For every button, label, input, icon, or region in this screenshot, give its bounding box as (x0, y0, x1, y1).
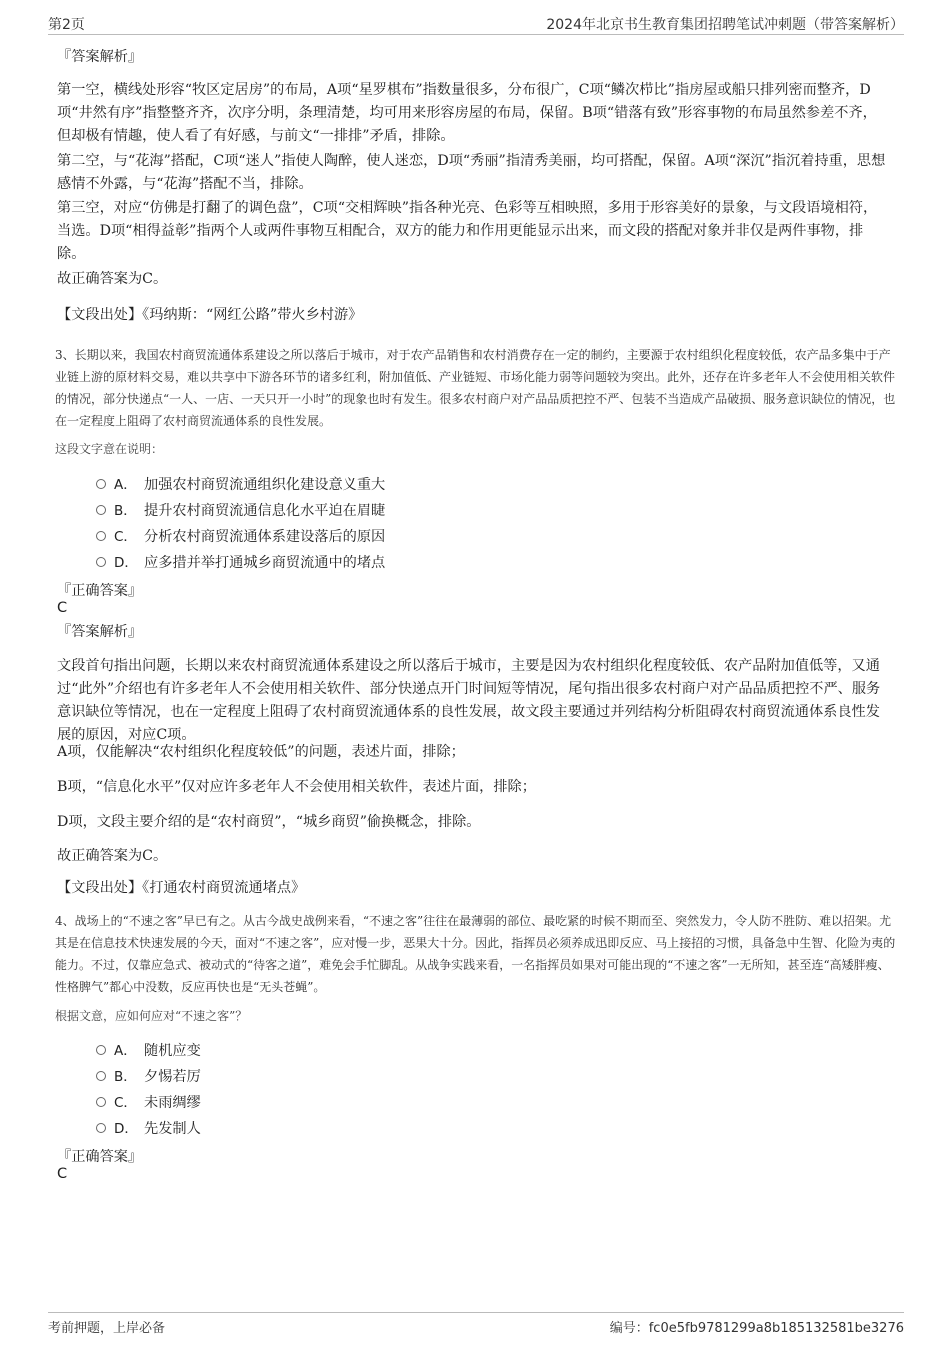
q2-analysis-p1: 第一空，横线处形容“牧区定居房”的布局，A项“星罗棋布”指数量很多，分布很广，C项“鳞次栉比”指房屋或船只排列密而整齐，D项“井然有序”指整整齐齐，次序分明，条理清楚，均可用来形容房屋的布局，保留。B项“错落有致”形容事物的布局虽然参差不齐，但却极有情趣，使人看了有好感，与前文“一排排”矛盾，排除。 (57, 82, 877, 144)
page-number: 第2页 (48, 17, 85, 33)
radio-icon[interactable] (96, 1123, 106, 1133)
q3-analysis-p2: A项，仅能解决“农村组织化程度较低”的问题，表述片面，排除； (57, 744, 465, 760)
q4-stem: 4、战场上的“不速之客”早已有之。从古今战史战例来看，“不速之客”往往在最薄弱的部位、最吃紧的时候不期而至、突然发力，令人防不胜防、难以招架。尤其是在信息技术快速发展的今天，面对“不速之客”，应对慢一步，恶果大十分。因此，指挥员必须养成迅即反应、马上接招的习惯，具备急中生智、化险为夷的能力。不过，仅靠应急式、被动式的“待客之道”，难免会手忙脚乱。从战争实践来看，一名指挥员如果对可能出现的“不速之客”一无所知，甚至连“高矮胖瘦、性格脾气”都心中没数，反应再快也是“无头苍蝇”。 (55, 914, 896, 994)
document-title: 2024年北京书生教育集团招聘笔试冲刺题（带答案解析） (546, 17, 904, 33)
q3-option-b[interactable]: B． 提升农村商贸流通信息化水平迫在眉睫 (96, 499, 385, 523)
q2-source: 【文段出处】《玛纳斯：“网红公路”带火乡村游》 (57, 307, 363, 323)
radio-icon[interactable] (96, 1045, 106, 1055)
q3-analysis-label: 『答案解析』 (57, 624, 143, 640)
page-footer (48, 1312, 904, 1335)
q2-analysis-label: 『答案解析』 (57, 49, 143, 65)
q3-analysis-p3: B项，“信息化水平”仅对应许多老年人不会使用相关软件，表述片面，排除； (57, 779, 536, 795)
q3-answer-label: 『正确答案』 (57, 583, 143, 599)
q4-answer-label: 『正确答案』 (57, 1149, 143, 1165)
radio-icon[interactable] (96, 1097, 106, 1107)
radio-icon[interactable] (96, 479, 106, 489)
footer-slogan: 考前押题，上岸必备 (48, 1321, 166, 1336)
q3-option-a[interactable]: A． 加强农村商贸流通组织化建设意义重大 (96, 473, 385, 497)
q3-analysis-p4: D项，文段主要介绍的是“农村商贸”，“城乡商贸”偷换概念，排除。 (57, 814, 481, 830)
q4-answer: C (57, 1166, 68, 1182)
q3-answer: C (57, 600, 68, 616)
q3-source: 【文段出处】《打通农村商贸流通堵点》 (57, 880, 306, 896)
q3-option-d[interactable]: D． 应多措并举打通城乡商贸流通中的堵点 (96, 551, 385, 575)
q3-question: 这段文字意在说明： (55, 442, 164, 456)
q2-analysis-p3: 第三空，对应“仿佛是打翻了的调色盘”，C项“交相辉映”指各种光亮、色彩等互相映照，多用于形容美好的景象，与文段语境相符，当选。D项“相得益彰”指两个人或两件事物互相配合，双方的能力和作用更能显示出来，而文段的搭配对象并非仅是两件事物，排除。 (57, 200, 878, 262)
document-code: 编号：fc0e5fb9781299a8b185132581be3276 (609, 1321, 904, 1336)
radio-icon[interactable] (96, 505, 106, 515)
q2-analysis-p2: 第二空，与“花海”搭配，C项“迷人”指使人陶醉，使人迷恋，D项“秀丽”指清秀美丽，均可搭配，保留。A项“深沉”指沉着持重，思想感情不外露，与“花海”搭配不当，排除。 (57, 153, 886, 192)
q3-analysis-p1: 文段首句指出问题，长期以来农村商贸流通体系建设之所以落后于城市，主要是因为农村组织化程度较低、农产品附加值低等，又通过“此外”介绍也有许多老年人不会使用相关软件、部分快递点开门时间短等情况，尾句指出很多农村商户对产品品质把控不严、服务意识缺位等情况，也在一定程度上阻碍了农村商贸流通体系的良性发展，故文段主要通过并列结构分析阻碍农村商贸流通体系良性发展的原因，对应C项。 (57, 658, 881, 743)
q4-option-d[interactable]: D． 先发制人 (96, 1117, 201, 1141)
radio-icon[interactable] (96, 557, 106, 567)
page-header (48, 12, 904, 35)
q3-option-c[interactable]: C． 分析农村商贸流通体系建设落后的原因 (96, 525, 385, 549)
q4-option-a[interactable]: A． 随机应变 (96, 1039, 201, 1063)
q4-option-c[interactable]: C． 未雨绸缪 (96, 1091, 201, 1115)
radio-icon[interactable] (96, 1071, 106, 1081)
q2-conclusion: 故正确答案为C。 (57, 271, 168, 287)
q3-conclusion: 故正确答案为C。 (57, 848, 168, 864)
q4-question: 根据文意，应如何应对“不速之客”？ (55, 1009, 248, 1023)
q3-stem: 3、长期以来，我国农村商贸流通体系建设之所以落后于城市，对于农产品销售和农村消费存在一定的制约，主要源于农村组织化程度较低，农产品多集中于产业链上游的原材料交易，难以共享中下游各环节的诸多红利，附加值低、产业链短、市场化能力弱等问题较为突出。此外，还存在许多老年人不会使用相关软件的情况，部分快递点“一人、一店、一天只开一小时”的现象也时有发生。很多农村商户对产品品质把控不严、包装不当造成产品破损、服务意识缺位的情况，也在一定程度上阻碍了农村商贸流通体系的良性发展。 (55, 348, 896, 428)
q4-option-b[interactable]: B． 夕惕若厉 (96, 1065, 201, 1089)
radio-icon[interactable] (96, 531, 106, 541)
